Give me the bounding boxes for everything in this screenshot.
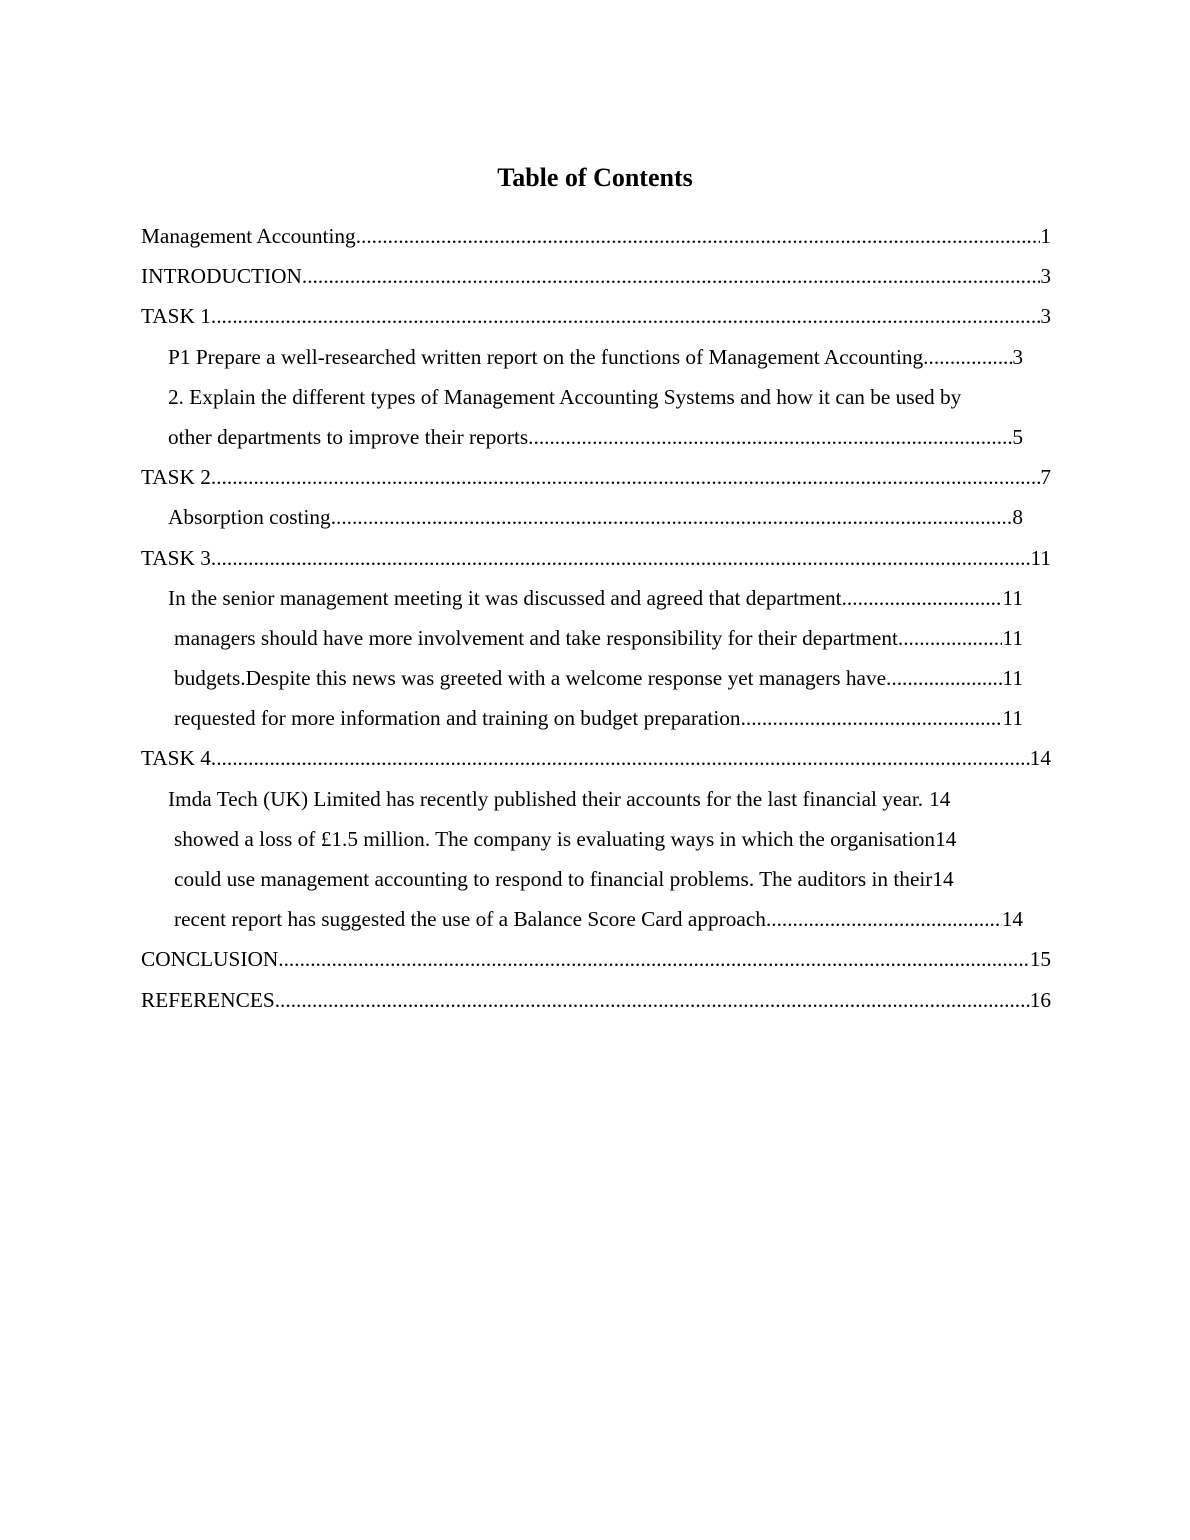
toc-page-number: 3 — [1040, 264, 1051, 289]
toc-entry-label: Management Accounting — [141, 224, 356, 248]
toc-entry-task3-item-2[interactable] — [141, 618, 1023, 658]
toc-page-number: 5 — [1012, 424, 1023, 449]
page-title: Table of Contents — [497, 163, 693, 192]
toc-entry-label: Absorption costing — [168, 505, 331, 530]
toc-entry-introduction[interactable] — [141, 256, 1051, 296]
toc-dot-leader — [766, 899, 1002, 939]
toc-entry-label: budgets.Despite this news was greeted with a welcome response yet managers have. — [174, 666, 892, 691]
toc-page-number: 8 — [1012, 505, 1023, 530]
toc-page-number: 1 — [1040, 224, 1051, 248]
toc-entry-task-4[interactable] — [141, 738, 1051, 778]
toc-entry-label: CONCLUSION — [141, 947, 279, 972]
toc-entry-task3-item-1[interactable] — [141, 578, 1023, 618]
toc-entry-task3-item-3[interactable] — [141, 658, 1023, 698]
toc-page-number: 14 — [1001, 907, 1023, 932]
toc-entry-label: TASK 4 — [141, 746, 211, 771]
toc-page-number: 14 — [932, 867, 954, 891]
toc-entry-label: REFERENCES — [141, 987, 275, 1012]
toc-dot-leader — [903, 618, 1002, 658]
toc-entry-label: recent report has suggested the use of a Balance Score Card approach — [174, 907, 766, 932]
toc-dot-leader — [331, 497, 1013, 537]
toc-page-number: 14 — [1029, 746, 1051, 771]
toc-dot-leader — [929, 337, 1013, 377]
toc-entry-task4-item-4[interactable] — [141, 899, 1023, 939]
toc-dot-leader — [275, 980, 1030, 1020]
toc-page-number: 7 — [1040, 465, 1051, 490]
toc-entry-conclusion[interactable] — [141, 939, 1051, 979]
toc-entry-label: P1 Prepare a well-researched written report on the functions of Management Accounting. — [168, 344, 929, 369]
toc-page-number: 11 — [1030, 545, 1051, 570]
toc-dot-leader — [211, 457, 1040, 497]
toc-page-number: 3 — [1012, 344, 1023, 369]
toc-entry-task4-item-3[interactable] — [141, 859, 1023, 899]
toc-dot-leader — [211, 538, 1031, 578]
toc-entry-absorption-costing[interactable] — [141, 497, 1023, 537]
toc-entry-management-accounting[interactable] — [141, 216, 1051, 256]
toc-dot-leader — [528, 417, 1012, 457]
toc-entry-label: Imda Tech (UK) Limited has recently published their accounts for the last financial year. — [168, 786, 924, 811]
toc-dot-leader — [211, 738, 1030, 778]
toc-dot-leader — [302, 256, 1040, 296]
toc-entry-task-3[interactable] — [141, 538, 1051, 578]
toc-entry-task3-item-4[interactable] — [141, 698, 1023, 738]
toc-dot-leader — [891, 658, 1002, 698]
toc-page-number: 15 — [1029, 947, 1051, 972]
toc-entry-p2-line1[interactable] — [141, 377, 1051, 417]
toc-entry-label: requested for more information and training on budget preparation — [174, 706, 741, 731]
toc-page-number: 14 — [935, 826, 957, 851]
toc-entry-label: showed a loss of £1.5 million. The company is evaluating ways in which the organisation — [174, 826, 936, 851]
toc-dot-leader — [741, 698, 1003, 738]
toc-dot-leader — [356, 216, 1041, 256]
toc-entry-label: TASK 3 — [141, 545, 211, 570]
toc-entry-p2-line2[interactable] — [141, 417, 1023, 457]
toc-page-number: 11 — [1002, 625, 1023, 650]
toc-entry-task-2[interactable] — [141, 457, 1051, 497]
toc-entry-p1[interactable] — [141, 337, 1023, 377]
toc-dot-leader — [211, 296, 1040, 336]
toc-dot-leader — [278, 939, 1029, 979]
toc-page-number: 11 — [1002, 666, 1023, 691]
toc-page-number: 3 — [1040, 304, 1051, 329]
toc-entry-task4-item-2[interactable] — [141, 819, 1023, 859]
toc-entry-label: managers should have more involvement and take responsibility for their department. — [174, 625, 904, 650]
toc-entry-references[interactable] — [141, 980, 1051, 1020]
toc-entry-label: 2. Explain the different types of Management Accounting Systems and how it can be used by — [168, 384, 962, 409]
table-of-contents — [141, 216, 1051, 1020]
toc-entry-task-1[interactable] — [141, 296, 1051, 336]
toc-entry-label: TASK 2 — [141, 465, 211, 490]
toc-dot-leader — [842, 578, 1003, 618]
toc-entry-label: TASK 1 — [141, 304, 211, 329]
toc-entry-label: In the senior management meeting it was discussed and agreed that department — [168, 585, 842, 610]
toc-page-number: 14 — [929, 786, 951, 811]
toc-page-number: 16 — [1029, 987, 1051, 1012]
toc-page-number: 11 — [1002, 706, 1023, 731]
toc-entry-label: INTRODUCTION — [141, 264, 302, 289]
toc-entry-label-continued: other departments to improve their reports — [168, 424, 529, 449]
toc-entry-label: could use management accounting to respond to financial problems. The auditors in their — [174, 867, 933, 891]
toc-entry-task4-item-1[interactable] — [141, 779, 1023, 819]
toc-page-number: 11 — [1002, 585, 1023, 610]
